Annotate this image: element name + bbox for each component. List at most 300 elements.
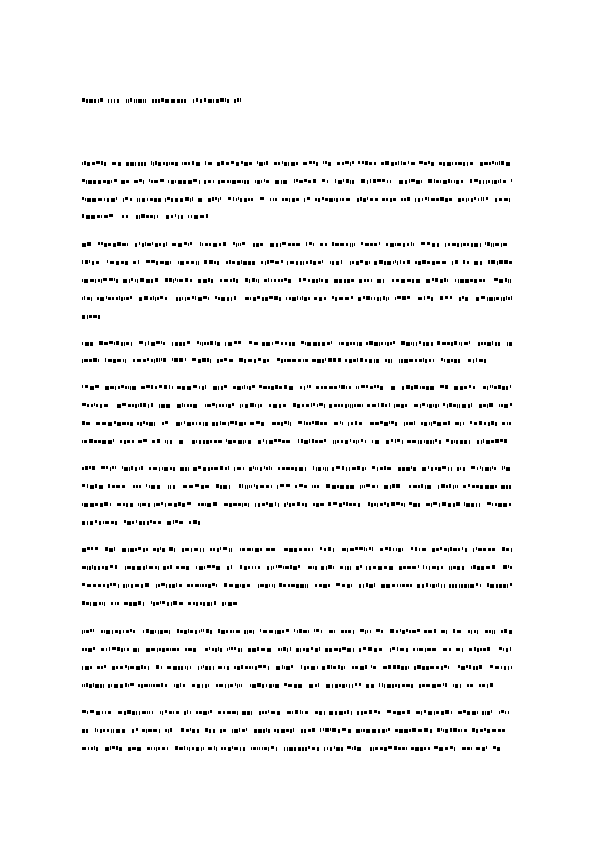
text-glyph-mark — [328, 547, 331, 551]
text-glyph-mark — [149, 467, 151, 470]
text-glyph-mark — [276, 666, 280, 670]
text-glyph-mark — [289, 503, 291, 507]
text-glyph-mark — [328, 565, 332, 569]
text-glyph-mark — [176, 583, 177, 587]
text-glyph-mark — [242, 711, 246, 715]
text-glyph-mark — [216, 747, 217, 751]
text-glyph-mark — [327, 747, 328, 750]
text-glyph-mark — [156, 684, 160, 687]
text-glyph-mark — [471, 747, 472, 750]
text-glyph-mark — [241, 161, 243, 164]
text-glyph-mark — [419, 548, 420, 551]
text-glyph-mark — [256, 243, 259, 247]
text-glyph-mark — [235, 421, 237, 425]
text-glyph-mark — [302, 503, 304, 506]
text-glyph-mark — [205, 404, 206, 407]
text-glyph-mark — [221, 297, 225, 301]
text-glyph-mark — [320, 422, 323, 425]
text-glyph-mark — [401, 161, 402, 165]
text-glyph-mark — [407, 566, 411, 569]
text-glyph-mark — [483, 439, 484, 443]
text-glyph-mark — [130, 386, 131, 390]
text-glyph-mark — [481, 197, 482, 201]
text-glyph-mark — [123, 359, 124, 362]
text-glyph-mark — [209, 647, 210, 650]
text-glyph-mark — [350, 342, 352, 345]
text-glyph-mark — [505, 711, 506, 714]
text-glyph-mark — [117, 359, 121, 362]
text-glyph-mark — [279, 404, 281, 408]
text-glyph-mark — [357, 198, 359, 202]
text-glyph-mark — [191, 215, 192, 218]
text-glyph-mark — [483, 279, 485, 282]
text-glyph-mark — [357, 711, 359, 715]
text-glyph-mark — [127, 710, 131, 714]
text-glyph-mark — [82, 440, 83, 443]
text-glyph-mark — [185, 666, 186, 669]
text-glyph-mark — [143, 521, 145, 525]
text-glyph-mark — [258, 440, 261, 444]
text-glyph-mark — [95, 728, 96, 732]
text-glyph-mark — [433, 404, 434, 407]
text-glyph-mark — [424, 422, 427, 426]
text-glyph-mark — [186, 261, 189, 264]
text-glyph-mark — [470, 162, 473, 165]
text-glyph-mark — [377, 503, 378, 507]
text-glyph-mark — [441, 584, 442, 588]
text-glyph-mark — [278, 467, 280, 470]
text-glyph-mark — [139, 198, 140, 202]
text-glyph-mark — [252, 278, 255, 282]
text-glyph-mark — [150, 198, 153, 201]
text-glyph-mark — [178, 243, 182, 247]
text-glyph-mark — [334, 198, 335, 201]
text-glyph-mark — [454, 747, 455, 751]
text-glyph-mark — [339, 503, 342, 507]
text-glyph-mark — [231, 565, 232, 569]
text-glyph-mark — [272, 584, 273, 587]
text-glyph-mark — [490, 485, 494, 489]
text-glyph-mark — [315, 711, 318, 714]
text-glyph-mark — [350, 243, 351, 247]
text-glyph-mark — [487, 684, 488, 688]
text-glyph-mark — [95, 279, 96, 283]
text-glyph-mark — [346, 342, 349, 346]
text-glyph-mark — [322, 197, 324, 200]
text-glyph-mark — [402, 711, 405, 714]
text-glyph-mark — [143, 403, 146, 407]
text-glyph-mark — [322, 666, 325, 670]
text-glyph-mark — [205, 243, 208, 246]
text-glyph-mark — [292, 359, 296, 362]
text-glyph-mark — [206, 440, 209, 444]
text-glyph-mark — [425, 359, 427, 363]
text-glyph-mark — [428, 747, 430, 750]
text-glyph-mark — [396, 404, 400, 407]
text-glyph-mark — [87, 484, 88, 488]
text-glyph-mark — [191, 261, 194, 264]
text-glyph-mark — [244, 422, 246, 425]
text-glyph-mark — [85, 666, 89, 670]
text-glyph-mark — [151, 601, 152, 604]
text-glyph-mark — [209, 729, 211, 733]
text-glyph-mark — [216, 684, 218, 687]
text-glyph-mark — [417, 648, 418, 651]
text-glyph-mark — [178, 215, 179, 219]
text-glyph-mark — [85, 260, 88, 264]
text-glyph-mark — [226, 439, 227, 442]
text-glyph-mark — [392, 684, 394, 688]
text-glyph-mark — [196, 747, 199, 751]
text-glyph-mark — [203, 296, 207, 299]
text-glyph-mark — [406, 385, 410, 389]
text-glyph-mark — [411, 242, 412, 246]
text-glyph-mark — [110, 746, 111, 750]
text-glyph-mark — [509, 630, 512, 634]
text-glyph-mark — [271, 485, 272, 488]
text-glyph-mark — [455, 485, 456, 488]
text-glyph-mark — [136, 728, 138, 731]
text-glyph-mark — [160, 601, 161, 604]
text-glyph-mark — [450, 746, 453, 749]
text-glyph-mark — [146, 215, 149, 218]
text-glyph-mark — [339, 297, 343, 300]
text-glyph-mark — [137, 279, 138, 283]
text-glyph-mark — [374, 503, 376, 506]
text-glyph-mark — [274, 279, 276, 282]
text-glyph-mark — [179, 747, 183, 750]
text-glyph-mark — [429, 566, 430, 570]
text-glyph-mark — [298, 359, 301, 362]
text-glyph-mark — [148, 404, 149, 408]
text-glyph-mark — [190, 728, 191, 731]
text-glyph-mark — [458, 729, 460, 732]
text-glyph-mark — [402, 684, 405, 687]
text-glyph-mark — [344, 279, 346, 283]
text-glyph-mark — [293, 403, 296, 407]
text-glyph-mark — [496, 297, 499, 300]
text-glyph-mark — [453, 629, 455, 633]
text-glyph-mark — [487, 711, 490, 715]
text-glyph-mark — [214, 467, 218, 470]
text-glyph-mark — [440, 385, 444, 388]
text-glyph-mark — [308, 729, 311, 732]
text-glyph-mark — [85, 466, 88, 470]
text-glyph-mark — [486, 566, 490, 569]
text-glyph-mark — [467, 684, 469, 687]
text-glyph-mark — [220, 279, 222, 282]
text-glyph-mark — [141, 584, 143, 588]
text-glyph-mark — [170, 565, 172, 569]
text-glyph-mark — [474, 630, 476, 633]
text-glyph-mark — [418, 565, 419, 568]
text-glyph-mark — [220, 547, 221, 550]
text-glyph-mark — [360, 485, 361, 489]
text-glyph-mark — [458, 665, 460, 668]
text-glyph-mark — [87, 404, 89, 407]
text-glyph-mark — [477, 648, 479, 652]
text-glyph-mark — [298, 565, 300, 568]
text-glyph-mark — [251, 485, 252, 488]
text-glyph-mark — [157, 485, 160, 489]
text-glyph-mark — [98, 440, 101, 443]
text-glyph-mark — [400, 584, 401, 587]
text-glyph-mark — [463, 243, 466, 246]
text-glyph-mark — [347, 746, 351, 749]
text-glyph-mark — [147, 198, 148, 201]
text-glyph-mark — [405, 666, 407, 670]
text-glyph-mark — [352, 467, 356, 470]
text-glyph-mark — [108, 297, 111, 300]
text-glyph-mark — [343, 502, 345, 505]
text-glyph-mark — [202, 386, 204, 390]
text-glyph-mark — [158, 630, 159, 634]
text-glyph-mark — [143, 548, 145, 552]
text-glyph-mark — [387, 342, 389, 346]
text-glyph-mark — [415, 747, 419, 751]
text-glyph-mark — [357, 466, 360, 470]
text-glyph-mark — [111, 521, 114, 524]
text-glyph-mark — [292, 503, 295, 506]
text-glyph-mark — [130, 548, 134, 552]
text-glyph-mark — [466, 198, 467, 202]
text-glyph-mark — [216, 484, 219, 488]
text-glyph-mark — [439, 503, 440, 507]
text-glyph-mark — [154, 215, 155, 219]
text-glyph-mark — [374, 261, 377, 265]
text-glyph-mark — [212, 648, 214, 651]
text-glyph-mark — [285, 342, 287, 345]
text-glyph-mark — [298, 421, 302, 424]
text-glyph-mark — [295, 467, 297, 471]
text-glyph-mark — [137, 359, 141, 362]
text-glyph-mark — [217, 162, 220, 166]
text-glyph-mark — [506, 386, 508, 390]
text-glyph-mark — [213, 548, 215, 551]
text-glyph-mark — [508, 711, 509, 714]
text-glyph-mark — [126, 630, 129, 633]
text-glyph-mark — [90, 602, 91, 606]
text-glyph-mark — [188, 162, 190, 165]
text-glyph-mark — [293, 566, 297, 570]
text-glyph-mark — [487, 404, 488, 408]
text-glyph-mark — [274, 729, 276, 732]
text-glyph-mark — [488, 422, 490, 426]
text-glyph-mark — [172, 648, 176, 651]
text-glyph-mark — [257, 647, 259, 651]
text-glyph-mark — [445, 683, 447, 687]
text-glyph-mark — [287, 359, 291, 362]
text-glyph-mark — [436, 584, 437, 587]
text-glyph-mark — [247, 548, 251, 551]
text-glyph-mark — [487, 502, 491, 505]
text-glyph-mark — [259, 385, 262, 388]
text-glyph-mark — [427, 485, 431, 489]
text-glyph-mark — [223, 711, 225, 714]
text-glyph-mark — [490, 385, 491, 388]
text-glyph-mark — [95, 484, 97, 488]
text-glyph-mark — [193, 179, 197, 182]
text-glyph-mark — [251, 711, 252, 715]
text-glyph-mark — [163, 358, 166, 362]
text-glyph-mark — [162, 422, 164, 425]
text-glyph-mark — [369, 162, 372, 165]
text-glyph-mark — [112, 466, 114, 469]
text-glyph-mark — [107, 584, 109, 588]
text-glyph-mark — [414, 385, 418, 389]
text-glyph-mark — [283, 566, 284, 569]
text-glyph-mark — [497, 747, 500, 751]
text-glyph-mark — [476, 729, 478, 733]
text-glyph-mark — [94, 440, 97, 443]
text-glyph-mark — [203, 665, 204, 668]
text-glyph-mark — [161, 341, 162, 344]
text-glyph-mark — [494, 278, 498, 281]
text-glyph-mark — [247, 180, 249, 184]
text-glyph-mark — [125, 197, 128, 200]
text-glyph-mark — [239, 484, 241, 488]
text-glyph-mark — [242, 386, 243, 389]
text-glyph-mark — [309, 242, 312, 245]
text-glyph-mark — [357, 404, 361, 407]
text-glyph-mark — [472, 711, 476, 715]
text-glyph-mark — [275, 385, 278, 389]
text-glyph-mark — [498, 342, 500, 346]
text-glyph-mark — [406, 684, 410, 687]
text-glyph-mark — [244, 503, 247, 506]
text-glyph-mark — [448, 243, 450, 246]
text-glyph-mark — [450, 728, 452, 732]
text-glyph-mark — [179, 521, 183, 524]
text-glyph-mark — [398, 467, 401, 471]
text-glyph-mark — [430, 584, 431, 587]
text-glyph-mark — [302, 296, 303, 300]
text-glyph-mark — [402, 386, 404, 390]
text-glyph-mark — [122, 243, 126, 246]
text-glyph-mark — [331, 341, 332, 344]
text-glyph-mark — [492, 503, 493, 506]
text-glyph-mark — [316, 386, 319, 389]
text-glyph-mark — [112, 297, 114, 300]
text-glyph-mark — [470, 421, 472, 424]
text-glyph-mark — [485, 630, 488, 633]
text-glyph-mark — [117, 404, 121, 408]
text-glyph-mark — [385, 547, 388, 550]
text-glyph-mark — [316, 629, 319, 632]
text-glyph-mark — [482, 747, 485, 751]
text-glyph-mark — [98, 566, 100, 570]
text-glyph-mark — [294, 548, 297, 552]
text-glyph-mark — [393, 711, 396, 714]
text-glyph-mark — [129, 279, 130, 283]
text-glyph-mark — [492, 385, 493, 388]
text-glyph-mark — [432, 584, 435, 588]
text-glyph-mark — [286, 297, 287, 300]
text-glyph-mark — [124, 520, 126, 523]
text-glyph-mark — [479, 279, 482, 282]
text-glyph-mark — [223, 485, 227, 489]
text-glyph-mark — [289, 342, 291, 346]
text-glyph-mark — [402, 747, 405, 750]
text-glyph-mark — [201, 666, 202, 669]
text-glyph-mark — [415, 359, 417, 362]
text-glyph-mark — [444, 278, 446, 282]
text-glyph-mark — [136, 711, 137, 715]
text-glyph-mark — [239, 728, 240, 732]
text-glyph-mark — [325, 648, 328, 652]
text-glyph-mark — [446, 630, 447, 634]
text-glyph-mark — [370, 422, 374, 425]
text-glyph-mark — [124, 297, 125, 300]
text-glyph-mark — [315, 566, 317, 570]
text-glyph-mark — [332, 684, 333, 688]
text-glyph-mark — [495, 485, 497, 488]
text-glyph-mark — [189, 521, 191, 524]
text-glyph-mark — [94, 403, 95, 406]
text-glyph-mark — [148, 729, 152, 732]
text-glyph-mark — [190, 198, 191, 202]
text-glyph-mark — [164, 630, 168, 633]
text-glyph-mark — [220, 197, 221, 200]
text-glyph-mark — [391, 502, 395, 506]
text-glyph-mark — [490, 665, 493, 668]
text-glyph-mark — [397, 243, 401, 246]
text-glyph-mark — [189, 747, 190, 751]
text-glyph-mark — [291, 665, 293, 668]
text-glyph-mark — [362, 467, 364, 471]
text-glyph-mark — [325, 198, 328, 201]
text-glyph-mark — [192, 440, 195, 444]
text-glyph-mark — [427, 648, 431, 651]
text-glyph-mark — [105, 386, 109, 390]
text-glyph-mark — [249, 341, 252, 344]
text-glyph-mark — [111, 198, 115, 202]
text-glyph-mark — [506, 296, 507, 300]
text-glyph-mark — [201, 485, 204, 489]
text-glyph-mark — [422, 198, 423, 201]
text-glyph-mark — [258, 404, 259, 408]
text-glyph-mark — [365, 467, 366, 470]
text-glyph-mark — [397, 711, 401, 715]
text-glyph-mark — [150, 520, 152, 523]
text-glyph-mark — [93, 602, 97, 606]
text-glyph-mark — [187, 386, 191, 390]
text-glyph-mark — [312, 728, 315, 732]
text-glyph-mark — [159, 404, 160, 408]
text-glyph-mark — [124, 602, 128, 605]
text-glyph-mark — [345, 566, 346, 570]
text-glyph-mark — [188, 629, 189, 633]
text-glyph-mark — [286, 467, 290, 470]
text-glyph-mark — [103, 521, 104, 524]
text-glyph-mark — [151, 747, 152, 750]
text-glyph-mark — [113, 729, 114, 733]
text-glyph-mark — [283, 180, 287, 184]
text-glyph-mark — [255, 548, 259, 552]
text-glyph-mark — [312, 747, 315, 750]
text-glyph-mark — [422, 467, 426, 471]
text-glyph-mark — [470, 279, 473, 282]
text-glyph-mark — [219, 684, 223, 687]
text-glyph-mark — [114, 421, 116, 424]
text-glyph-mark — [418, 485, 420, 488]
text-glyph-mark — [318, 198, 320, 202]
text-glyph-mark — [379, 242, 380, 245]
text-glyph-mark — [460, 386, 463, 390]
text-glyph-mark — [483, 548, 486, 551]
text-glyph-mark — [324, 386, 327, 389]
text-glyph-mark — [437, 566, 439, 570]
